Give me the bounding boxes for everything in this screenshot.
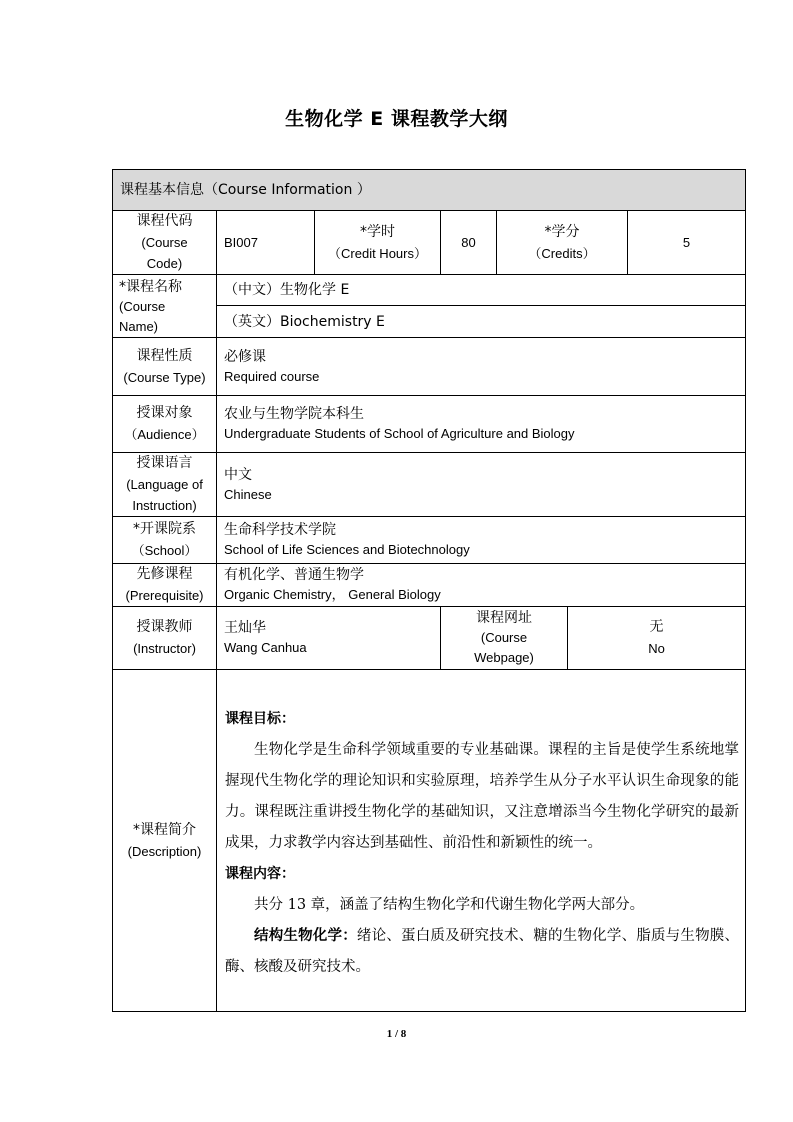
webpage-label-cell [440, 606, 568, 670]
course-code-label-zh: 课程代码 [136, 213, 193, 229]
credit-hours-value-cell [440, 210, 497, 275]
language-value-cell [216, 452, 746, 517]
prerequisite-label-cell [112, 563, 217, 607]
credits-label-zh: *学分 [544, 223, 580, 240]
page-title: 生物化学 E 课程教学大纲 [285, 108, 508, 130]
course-code-label-en: (Course Code) [141, 235, 188, 271]
course-type-value-zh: 必修课 [224, 348, 266, 365]
instructor-value-zh: 王灿华 [224, 620, 266, 636]
instructor-label-en: (Instructor) [133, 641, 196, 656]
course-name-en-cell [216, 305, 746, 338]
course-code-label-cell [112, 210, 217, 275]
prerequisite-value-zh: 有机化学、普通生物学 [224, 567, 364, 583]
structural-text: 绪论、蛋白质及研究技术、糖的生物化学、脂质与生物膜、酶、核酸及研究技术。 [225, 928, 739, 975]
prerequisite-label-en: (Prerequisite) [125, 588, 204, 603]
course-type-value-cell [216, 337, 746, 396]
instructor-value-en: Wang Canhua [224, 640, 307, 655]
structural-paragraph [225, 921, 739, 983]
prerequisite-value-cell [216, 563, 746, 607]
prerequisite-label-zh: 先修课程 [136, 566, 193, 582]
school-label-cell [112, 516, 217, 564]
goal-text: 生物化学是生命科学领域重要的专业基础课。课程的主旨是使学生系统地掌握现代生物化学的理论知识和实验原理，培养学生从分子水平认识生命现象的能力。课程既注重讲授生物化学的基础知识，又注意增添当今生物化学研究的最新成果，力求教学内容达到基础性、前沿性和新颖性的统一。 [225, 742, 739, 851]
webpage-value-zh: 无 [649, 619, 664, 635]
credits-label-en: （Credits） [528, 245, 596, 261]
webpage-label-zh: 课程网址 [476, 610, 532, 626]
goal-heading: 课程目标： [225, 711, 295, 727]
course-name-en: （英文）Biochemistry E [224, 313, 385, 330]
course-name-zh: （中文）生物化学 E [224, 282, 350, 298]
course-type-value-en: Required course [224, 368, 320, 384]
audience-value-en: Undergraduate Students of School of Agriculture and Biology [224, 426, 575, 441]
language-value-zh: 中文 [224, 466, 252, 483]
audience-value-zh: 农业与生物学院本科生 [224, 406, 364, 422]
course-name-label-cell [112, 274, 217, 338]
credits-value-cell [627, 210, 746, 275]
language-label-zh: 授课语言 [136, 455, 193, 471]
course-code-value-cell [216, 210, 315, 275]
content-text: 共分 13 章，涵盖了结构生物化学和代谢生物化学两大部分。 [254, 897, 645, 913]
section-header-label: 课程基本信息（Course Information ） [120, 182, 371, 198]
credit-hours-value: 80 [461, 234, 476, 250]
credit-hours-label-en: （Credit Hours） [328, 245, 427, 261]
school-label-zh: *开课院系 [133, 521, 196, 537]
webpage-value-en: No [648, 641, 665, 656]
school-value-cell [216, 516, 746, 564]
school-label-en: （School） [131, 543, 198, 558]
school-value-zh: 生命科学技术学院 [224, 522, 336, 538]
credits-value: 5 [682, 234, 691, 250]
course-type-label-cell [112, 337, 217, 396]
credit-hours-label-zh: *学时 [360, 223, 395, 240]
description-label-zh: *课程简介 [133, 821, 196, 838]
content-heading: 课程内容： [225, 866, 295, 882]
webpage-value-cell [567, 606, 746, 670]
language-label-cell [112, 452, 217, 517]
prerequisite-value-en: Organic Chemistry， General Biology [224, 587, 441, 602]
instructor-value-cell [216, 606, 441, 670]
course-name-label-zh: *课程名称 [119, 279, 182, 295]
instructor-label-cell [112, 606, 217, 670]
credit-hours-label-cell [314, 210, 441, 275]
course-code-value: BI007 [224, 234, 258, 250]
structural-label: 结构生物化学： [254, 928, 357, 944]
page-number: 1 / 8 [386, 1028, 407, 1040]
description-label-en: (Description) [127, 843, 202, 859]
audience-label-zh: 授课对象 [136, 405, 193, 421]
language-value-en: Chinese [224, 486, 272, 502]
description-label-cell [112, 669, 217, 1012]
audience-label-en: （Audience） [124, 427, 205, 442]
course-name-label-en: (Course Name) [119, 299, 166, 334]
course-type-label-zh: 课程性质 [136, 347, 193, 364]
audience-value-cell [216, 395, 746, 453]
audience-label-cell [112, 395, 217, 453]
credits-label-cell [496, 210, 628, 275]
instructor-label-zh: 授课教师 [136, 619, 193, 635]
course-type-label-en: (Course Type) [123, 369, 206, 385]
webpage-label-en: (Course Webpage) [474, 630, 534, 665]
course-name-zh-cell [216, 274, 746, 306]
section-header [112, 169, 746, 211]
description-content-cell [216, 669, 746, 1012]
school-value-en: School of Life Sciences and Biotechnology [224, 542, 470, 557]
language-label-en: (Language of Instruction) [126, 477, 203, 513]
